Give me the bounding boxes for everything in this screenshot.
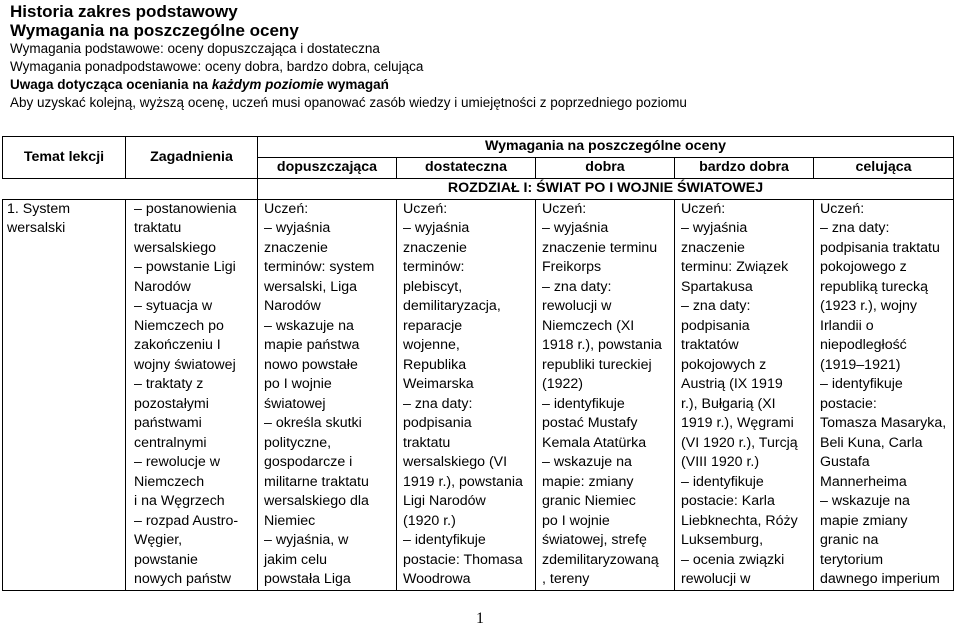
- document-header: [10, 2, 950, 112]
- grade-header: bardzo dobra: [675, 158, 814, 179]
- grade-requirements-cell: Uczeń: – wyjaśnia znaczenie terminów: plebiscyt, demilitaryzacja, reparacje wojenne, Republika Weimarska – zna daty: podpisania traktatu wersalskiego (VI 1919 r.), powstania Ligi Narodów (1920 r.) – identyfikuje postacie: Thomasa Woodrowa: [397, 199, 536, 590]
- grade-header: celująca: [814, 158, 954, 179]
- grade-requirements-cell: Uczeń: – wyjaśnia znaczenie terminów: system wersalski, Liga Narodów – wskazuje na mapie państwa nowo powstałe po I wojnie światowej – określa skutki polityczne, gospodarcze i militarne traktatu wersalskiego dla Niemiec – wyjaśnia, w jakim celu powstała Liga: [258, 199, 397, 590]
- grade-header: dobra: [536, 158, 675, 179]
- advanced-requirements-line: Wymagania ponadpodstawowe: oceny dobra, bardzo dobra, celująca: [10, 59, 424, 74]
- lesson-issues: – postanowienia traktatu wersalskiego – powstanie Ligi Narodów – sytuacja w Niemczech po zakończeniu I wojny światowej – traktaty z pozostałymi państwami centralnymi – rewolucje w Niemczech i na Węgrzech – rozpad Austro- Węgier, powstanie nowych państw: [126, 199, 258, 590]
- grading-note-text: Aby uzyskać kolejną, wyższą ocenę, uczeń musi opanować zasób wiedzy i umiejętności z poprzedniego poziomu: [10, 95, 687, 110]
- requirements-table: [2, 136, 954, 591]
- lesson-topic: 1. System wersalski: [3, 199, 126, 590]
- grade-header: dopuszczająca: [258, 158, 397, 179]
- grading-note-heading: [10, 76, 950, 94]
- grade-requirements-cell: Uczeń: – zna daty: podpisania traktatu pokojowego z republiką turecką (1923 r.), wojny Irlandii o niepodległość (1919–1921) – identyfikuje postacie: Tomasza Masaryka, Beli Kuna, Carla Gustafa Mannerheima – wskazuje na mapie zmiany granic na terytorium dawnego imperium: [814, 199, 954, 590]
- grade-header: dostateczna: [397, 158, 536, 179]
- document-subtitle: Wymagania na poszczególne oceny: [10, 21, 299, 40]
- header-topic: Temat lekcji: [3, 137, 126, 179]
- grading-note-prefix: Uwaga dotycząca oceniania na: [10, 77, 212, 92]
- basic-requirements-line: Wymagania podstawowe: oceny dopuszczająca i dostateczna: [10, 41, 380, 56]
- page-number: 1: [476, 610, 484, 627]
- document-title: Historia zakres podstawowy: [10, 2, 238, 21]
- table-row: [3, 199, 954, 590]
- header-issues: Zagadnienia: [126, 137, 258, 179]
- grading-note-suffix: wymagań: [323, 77, 389, 92]
- header-requirements: Wymagania na poszczególne oceny: [258, 137, 954, 158]
- section-heading: ROZDZIAŁ I: ŚWIAT PO I WOJNIE ŚWIATOWEJ: [258, 179, 954, 200]
- grade-requirements-cell: Uczeń: – wyjaśnia znaczenie terminu: Związek Spartakusa – zna daty: podpisania traktatów pokojowych z Austrią (IX 1919 r.), Bułgarią (XI 1919 r.), Węgrami (VI 1920 r.), Turcją (VIII 1920 r.) – identyfikuje postacie: Karla Liebknechta, Róży Luksemburg, – ocenia związki rewolucji w: [675, 199, 814, 590]
- grade-requirements-cell: Uczeń: – wyjaśnia znaczenie terminu Freikorps – zna daty: rewolucji w Niemczech (XI 1918 r.), powstania republiki tureckiej (1922) – identyfikuje postać Mustafy Kemala Atatürka – wskazuje na mapie: zmiany granic Niemiec po I wojnie światowej, strefę zdemilitaryzowaną , tereny: [536, 199, 675, 590]
- grading-note-emphasis: każdym poziomie: [211, 77, 324, 92]
